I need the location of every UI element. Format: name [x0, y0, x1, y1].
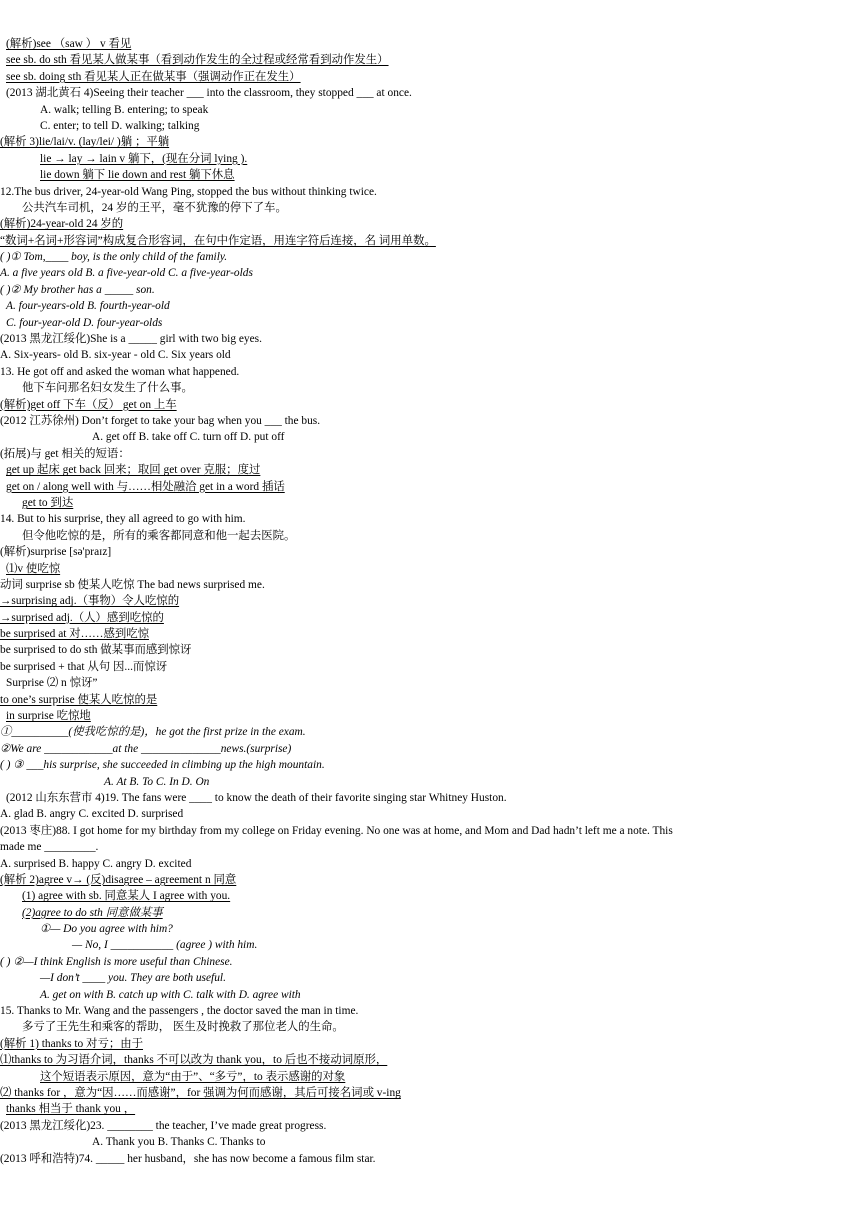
text-line: (2013 黑龙江绥化)23. ________ the teacher, I’ve made great progress.	[0, 1119, 327, 1132]
text-line: →surprised adj.（人）感到吃惊的	[0, 611, 164, 624]
text-line: A. get off B. take off C. turn off D. put off	[92, 431, 285, 444]
text-line: (解析 2)agree v→ (反)disagree – agreement n 同意	[0, 873, 237, 886]
text-line: A. Six-years- old B. six-year - old C. Six years old	[0, 349, 231, 362]
text-line: made me _________.	[0, 841, 99, 854]
text-line: —I don’t ____ you. They are both useful.	[40, 972, 226, 985]
text-line: be surprised at 对……感到吃惊	[0, 628, 150, 641]
text-line: (解析)surprise [sə'praɪz]	[0, 546, 112, 559]
text-line: 这个短语表示原因，意为“由于”、“多亏”，to 表示感谢的对象	[40, 1070, 346, 1083]
text-line: (1) agree with sb. 同意某人 I agree with you.	[22, 890, 231, 903]
text-line: A. At B. To C. In D. On	[104, 775, 210, 788]
text-line: (解析)get off 下车（反） get on 上车	[0, 398, 177, 411]
text-line: Surprise ⑵ n 惊讶”	[6, 677, 98, 690]
text-line: (2013 枣庄)88. I got home for my birthday from my college on Friday evening. No one was at home, and Mom and Dad hadn’t left me a note. This	[0, 824, 673, 837]
text-line: (2012 山东东营市 4)19. The fans were ____ to know the death of their favorite singing star Whitney Huston.	[6, 791, 507, 804]
text-line: ⑵ thanks for ，意为“因……而感谢”，for 强调为何而感谢，其后可接名词或 v-ing	[0, 1087, 401, 1099]
text-line: in surprise 吃惊地	[6, 710, 91, 723]
text-line: →surprising adj.（事物）令人吃惊的	[0, 595, 180, 608]
text-line: A. a five years old B. a five-year-old C. a five-year-olds	[0, 267, 253, 280]
text-line: (解析 3)lie/lai/v. (lay/lei/ )躺 ；平躺	[0, 136, 170, 149]
text-line: ⑴v 使吃惊	[6, 562, 61, 575]
text-line: ( )② My brother has a _____ son.	[0, 283, 155, 296]
text-line: (解析)24-year-old 24 岁的	[0, 218, 124, 231]
text-line: A. surprised B. happy C. angry D. excited	[0, 857, 192, 870]
text-line: 他下车问那名妇女发生了什么事。	[22, 382, 193, 395]
text-line: to one’s surprise 使某人吃惊的是	[0, 693, 158, 706]
text-line: 15. Thanks to Mr. Wang and the passengers , the doctor saved the man in time.	[0, 1005, 359, 1018]
text-line: (2)agree to do sth 同意做某事	[22, 906, 163, 919]
text-line: (解析 1) thanks to 对亏；由于	[0, 1037, 144, 1050]
text-line: C. four-year-old D. four-year-olds	[6, 316, 163, 329]
text-line: (2013 黑龙江绥化)She is a _____ girl with two big eyes.	[0, 333, 262, 346]
text-line: 动词 surprise sb 使某人吃惊 The bad news surprised me.	[0, 578, 265, 591]
text-line: — No, I ___________ (agree ) with him.	[72, 939, 258, 952]
text-line: see sb. do sth 看见某人做某事（看到动作发生的全过程或经常看到动作发生）	[6, 54, 389, 67]
text-line: 但令他吃惊的是，所有的乘客都同意和他一起去医院。	[22, 529, 296, 542]
document-page	[0, 36, 860, 1167]
text-line: 14. But to his surprise, they all agreed to go with him.	[0, 513, 246, 526]
text-line: get on / along well with 与……相处融洽 get in a word 插话	[6, 480, 285, 493]
text-line: A. get on with B. catch up with C. talk with D. agree with	[40, 988, 301, 1001]
text-line: thanks 相当于 thank you ，	[6, 1103, 136, 1116]
text-line: ( )① Tom,____ boy, is the only child of the family.	[0, 251, 228, 264]
text-line: 12.The bus driver, 24-year-old Wang Ping, stopped the bus without thinking twice.	[0, 185, 377, 198]
text-line: ①— Do you agree with him?	[40, 923, 173, 936]
text-line: (2013 湖北黄石 4)Seeing their teacher ___ into the classroom, they stopped ___ at once.	[6, 87, 412, 100]
text-line: ( ) ②—I think English is more useful than Chinese.	[0, 955, 233, 968]
text-line: 多亏了王先生和乘客的帮助， 医生及时挽救了那位老人的生命。	[22, 1021, 344, 1034]
text-line: (2013 呼和浩特)74. _____ her husband，she has now become a famous film star.	[0, 1152, 376, 1165]
text-line: 公共汽车司机，24 岁的王平，毫不犹豫的停下了车。	[22, 201, 287, 214]
text-line: 13. He got off and asked the woman what happened.	[0, 365, 240, 378]
text-line: lie → lay → lain v 躺下，(现在分词 lying ).	[40, 152, 248, 165]
text-line: (2012 江苏徐州) Don’t forget to take your bag when you ___ the bus.	[0, 414, 321, 427]
text-line: A. glad B. angry C. excited D. surprised	[0, 808, 184, 821]
text-line: ⑴thanks to 为习语介词，thanks 不可以改为 thank you，to 后也不接动词原形，	[0, 1054, 388, 1067]
text-line: “数词+名词+形容词”构成复合形容词，在句中作定语，用连字符后连接，名 词用单数。	[0, 234, 436, 247]
text-line: be surprised to do sth 做某事而感到惊讶	[0, 644, 192, 657]
text-line: A. walk; telling B. entering; to speak	[40, 103, 209, 116]
text-line: A. Thank you B. Thanks C. Thanks to	[92, 1136, 266, 1149]
text-line: get up 起床 get back 回来；取回 get over 克服；度过	[6, 464, 261, 477]
text-line: (拓展)与 get 相关的短语：	[0, 447, 130, 460]
text-line: (解析)see （saw ） v 看见	[6, 38, 132, 50]
text-line: A. four-years-old B. fourth-year-old	[6, 300, 170, 313]
text-line: get to 到达	[22, 496, 74, 509]
text-line: ①__________(使我吃惊的是)，he got the first prize in the exam.	[0, 726, 306, 739]
text-line: lie down 躺下 lie down and rest 躺下休息	[40, 169, 235, 182]
text-line: see sb. doing sth 看见某人正在做某事（强调动作正在发生）	[6, 70, 301, 83]
text-line: ( ) ③ ___his surprise, she succeeded in climbing up the high mountain.	[0, 759, 325, 772]
text-line: ②We are ____________at the ______________news.(surprise)	[0, 742, 292, 755]
text-line: be surprised + that 从句 因...而惊讶	[0, 660, 168, 673]
text-line: C. enter; to tell D. walking; talking	[40, 119, 200, 132]
